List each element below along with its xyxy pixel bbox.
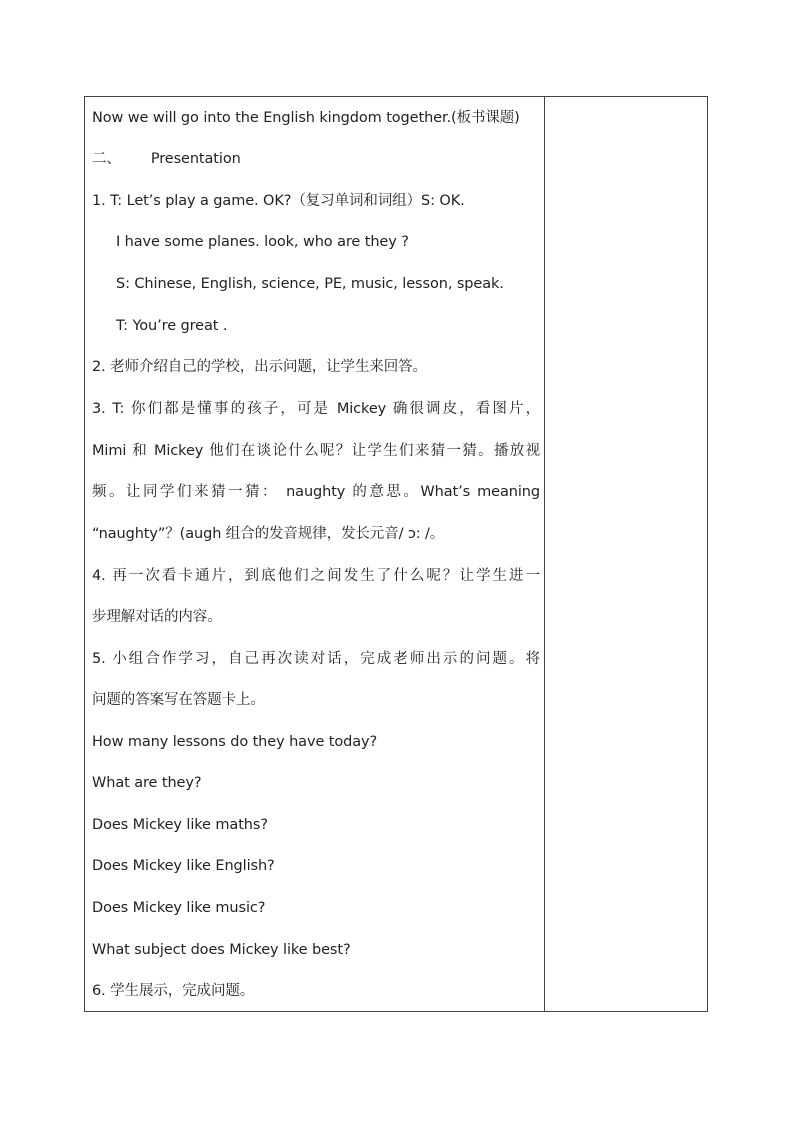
question-3: Does Mickey like maths? bbox=[92, 817, 268, 833]
step-3-line-3: 频。让同学们来猜一猜： naughty 的意思。What’s meaning bbox=[92, 484, 540, 500]
intro-line: Now we will go into the English kingdom together.(板书课题) bbox=[92, 110, 520, 126]
student-line: S: Chinese, English, science, PE, music, lesson, speak. bbox=[116, 276, 504, 292]
section-title: Presentation bbox=[150, 151, 241, 167]
teaching-process-cell bbox=[85, 97, 545, 1011]
question-5: Does Mickey like music? bbox=[92, 900, 266, 916]
step-6-line: 6. 学生展示，完成问题。 bbox=[92, 983, 255, 999]
teacher-praise-line: T: You’re great . bbox=[116, 318, 228, 334]
section-heading bbox=[92, 149, 540, 169]
question-4: Does Mickey like English? bbox=[92, 858, 275, 874]
step-3-line-4: “naughty”？(augh 组合的发音规律，发长元音/ ɔ: /。 bbox=[92, 526, 445, 542]
step-4-line-2: 步理解对话的内容。 bbox=[92, 609, 222, 625]
teacher-line: I have some planes. look, who are they ? bbox=[116, 234, 409, 250]
step-3-line-1: 3. T: 你们都是懂事的孩子，可是 Mickey 确很调皮，看图片， bbox=[92, 401, 540, 417]
step-5-line-2: 问题的答案写在答题卡上。 bbox=[92, 692, 265, 708]
question-1: How many lessons do they have today? bbox=[92, 734, 378, 750]
step-4-line-1: 4. 再一次看卡通片，到底他们之间发生了什么呢？让学生进一 bbox=[92, 568, 540, 584]
step-5-line-1: 5. 小组合作学习，自己再次读对话，完成老师出示的问题。将 bbox=[92, 651, 540, 667]
step-2-line: 2. 老师介绍自己的学校，出示问题，让学生来回答。 bbox=[92, 359, 427, 375]
step-3-line-2: Mimi 和 Mickey 他们在谈论什么呢？让学生们来猜一猜。播放视 bbox=[92, 443, 540, 459]
question-6: What subject does Mickey like best? bbox=[92, 942, 351, 958]
notes-cell bbox=[545, 97, 707, 1011]
lesson-table bbox=[84, 96, 708, 1012]
section-number: 二、 bbox=[92, 151, 121, 167]
question-2: What are they? bbox=[92, 775, 202, 791]
step-1-line: 1. T: Let’s play a game. OK?（复习单词和词组）S: OK. bbox=[92, 193, 465, 209]
